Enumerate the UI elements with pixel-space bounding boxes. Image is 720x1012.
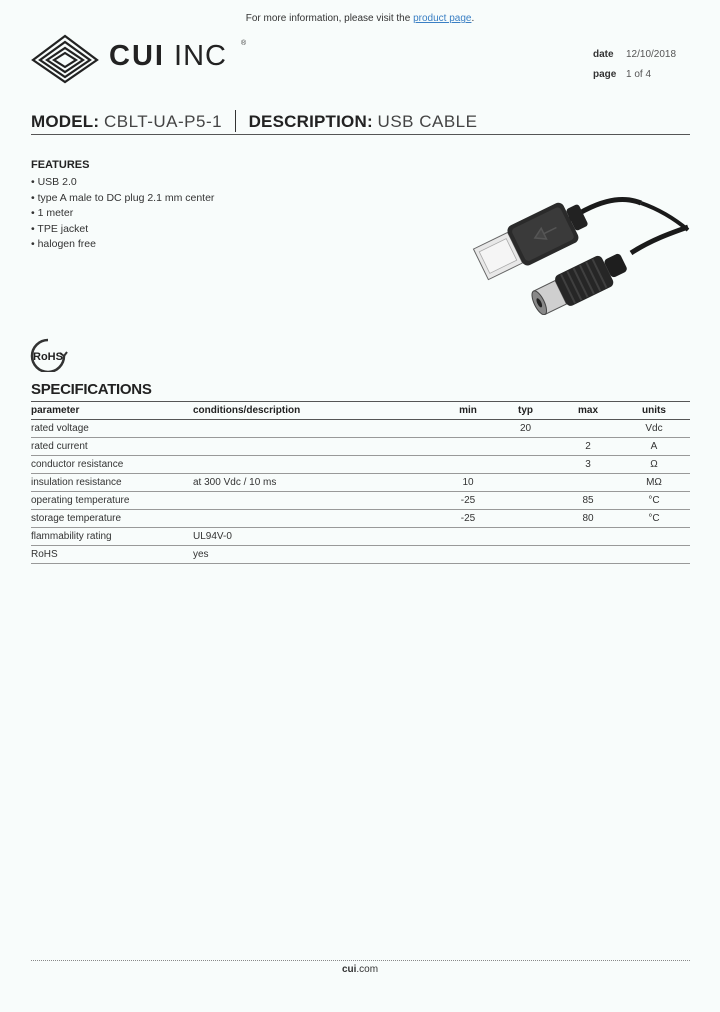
document-meta xyxy=(593,44,676,84)
usb-cable-image xyxy=(466,185,696,315)
cell xyxy=(443,420,493,438)
rohs-icon xyxy=(28,338,68,372)
date-row xyxy=(593,44,676,64)
table-row xyxy=(31,420,690,438)
page-label: page xyxy=(593,68,617,80)
model-value: CBLT-UA-P5-1 xyxy=(103,112,223,131)
cell xyxy=(618,528,690,546)
cell xyxy=(443,528,493,546)
cell: 10 xyxy=(443,474,493,492)
cell xyxy=(443,456,493,474)
cell xyxy=(493,438,558,456)
features-title: FEATURES xyxy=(31,159,90,171)
cell: conductor resistance xyxy=(31,456,193,474)
col-max: max xyxy=(558,402,618,420)
page-row xyxy=(593,64,676,84)
feature-item: • type A male to DC plug 2.1 mm center xyxy=(31,191,215,204)
cell: RoHS xyxy=(31,546,193,564)
cui-logo xyxy=(31,34,251,84)
date-label: date xyxy=(593,48,614,60)
col-min: min xyxy=(443,402,493,420)
cell: 2 xyxy=(558,438,618,456)
table-header-row xyxy=(31,402,690,420)
page-value: 1 of 4 xyxy=(626,68,652,80)
col-conditions: conditions/description xyxy=(193,402,443,420)
description-value: USB CABLE xyxy=(377,112,478,131)
table-row xyxy=(31,474,690,492)
cell xyxy=(193,492,443,510)
cell: rated current xyxy=(31,438,193,456)
cell: °C xyxy=(618,492,690,510)
table-row xyxy=(31,510,690,528)
cell xyxy=(493,456,558,474)
table-row xyxy=(31,456,690,474)
cell xyxy=(493,546,558,564)
specifications-title: SPECIFICATIONS xyxy=(31,381,152,398)
footer-brand[interactable]: cui xyxy=(341,964,357,975)
feature-item: • TPE jacket xyxy=(31,222,89,235)
product-page-link[interactable]: product page xyxy=(413,13,472,24)
cell: -25 xyxy=(443,492,493,510)
col-parameter: parameter xyxy=(31,402,193,420)
features-section xyxy=(31,159,214,253)
cell: A xyxy=(618,438,690,456)
cell xyxy=(558,546,618,564)
cell xyxy=(193,510,443,528)
feature-item: • USB 2.0 xyxy=(31,176,77,188)
cell xyxy=(558,528,618,546)
info-text-end: . xyxy=(471,13,475,24)
logo-light: INC xyxy=(174,40,227,72)
cell xyxy=(493,510,558,528)
model-heading xyxy=(31,110,477,132)
feature-item: • 1 meter xyxy=(31,207,74,219)
cell: UL94V-0 xyxy=(193,528,443,546)
model-label: MODEL: xyxy=(31,112,100,131)
cell: MΩ xyxy=(618,474,690,492)
table-row xyxy=(31,438,690,456)
cell: 3 xyxy=(558,456,618,474)
cell: at 300 Vdc / 10 ms xyxy=(193,474,443,492)
cell: insulation resistance xyxy=(31,474,193,492)
cell: 20 xyxy=(493,420,558,438)
cell xyxy=(193,456,443,474)
cell xyxy=(493,492,558,510)
table-row xyxy=(31,528,690,546)
cell: yes xyxy=(193,546,443,564)
cell xyxy=(493,474,558,492)
logo-wordmark xyxy=(109,40,227,73)
footer-domain[interactable]: .com xyxy=(356,964,379,975)
footer-rule xyxy=(31,960,690,961)
registered-mark: ® xyxy=(241,40,247,47)
cell: °C xyxy=(618,510,690,528)
rohs-label: RoHS xyxy=(33,351,63,363)
cell xyxy=(193,420,443,438)
info-text: For more information, please visit the xyxy=(245,13,414,24)
cell: Vdc xyxy=(618,420,690,438)
date-value: 12/10/2018 xyxy=(626,48,677,60)
footer xyxy=(0,964,720,975)
features-list xyxy=(31,175,214,253)
cui-logo-mark-icon xyxy=(31,34,103,84)
cell xyxy=(443,438,493,456)
heading-rule xyxy=(31,134,690,135)
cell: Ω xyxy=(618,456,690,474)
cell: rated voltage xyxy=(31,420,193,438)
feature-item: • halogen free xyxy=(31,238,96,250)
table-row xyxy=(31,546,690,564)
cell xyxy=(558,474,618,492)
cell: flammability rating xyxy=(31,528,193,546)
cell xyxy=(558,420,618,438)
col-units: units xyxy=(618,402,690,420)
cell xyxy=(193,438,443,456)
cell: -25 xyxy=(443,510,493,528)
cell xyxy=(618,546,690,564)
col-typ: typ xyxy=(493,402,558,420)
cell xyxy=(493,528,558,546)
cell xyxy=(443,546,493,564)
cell: 85 xyxy=(558,492,618,510)
description-label: DESCRIPTION: xyxy=(248,112,373,131)
cell: operating temperature xyxy=(31,492,193,510)
table-row xyxy=(31,492,690,510)
cell: 80 xyxy=(558,510,618,528)
cell: storage temperature xyxy=(31,510,193,528)
logo-bold: CUI xyxy=(109,40,165,72)
specifications-table xyxy=(31,401,690,564)
heading-separator xyxy=(235,110,236,132)
info-banner xyxy=(0,13,720,24)
